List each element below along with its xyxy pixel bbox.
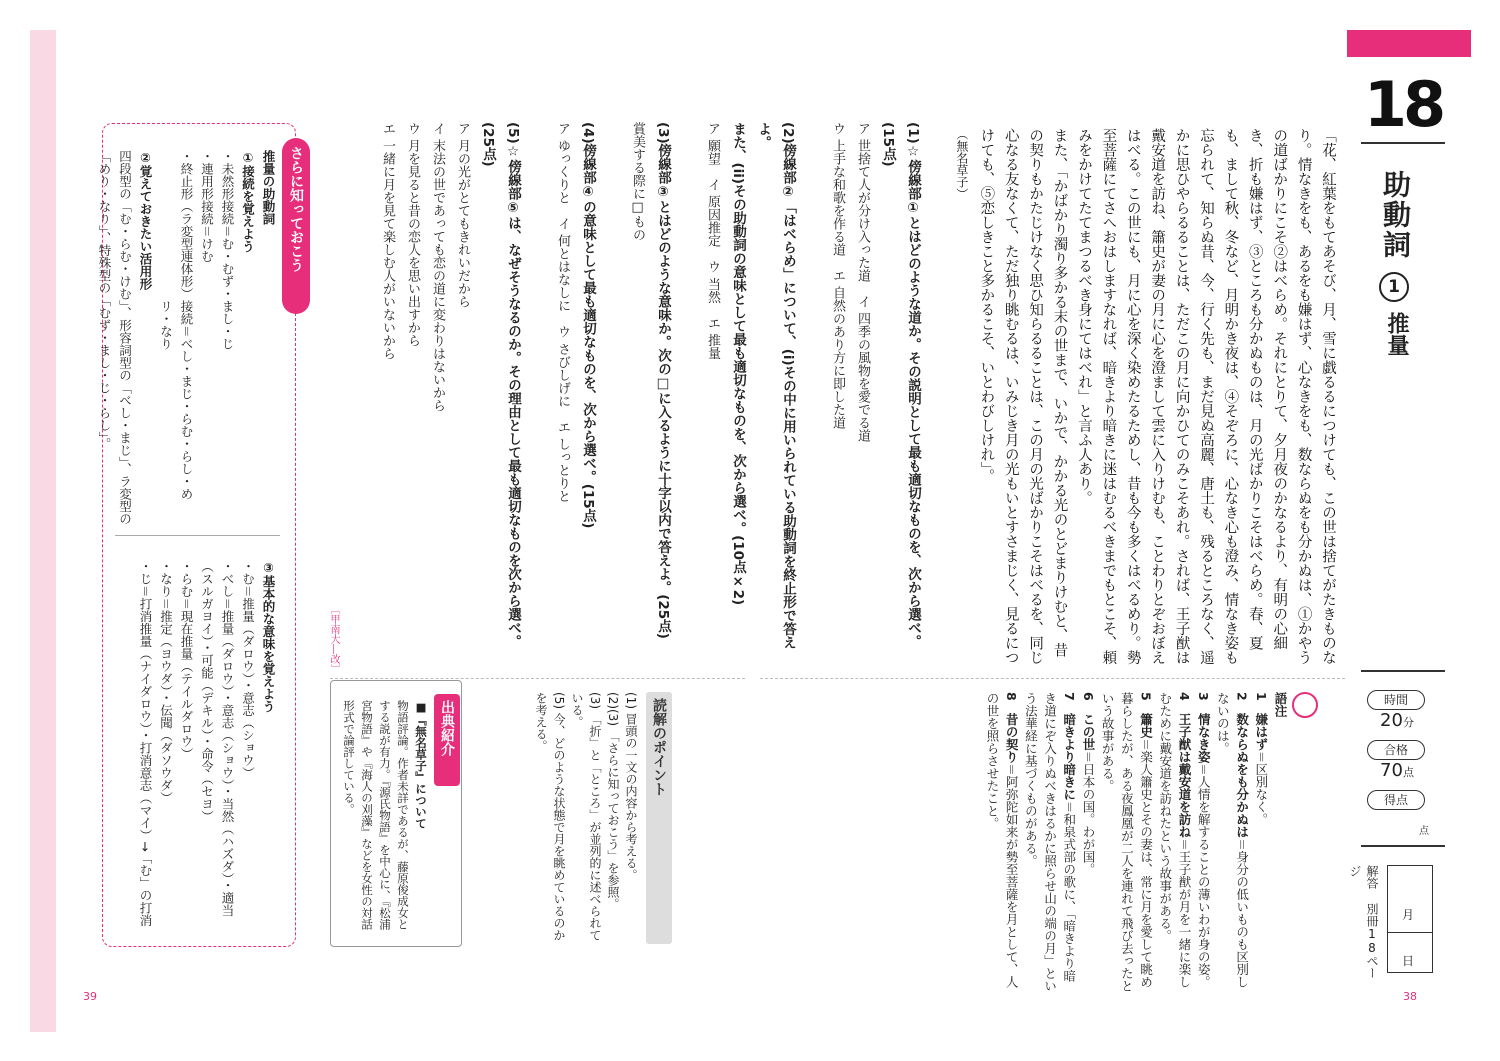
glossary-item xyxy=(983,692,1021,992)
source-intro-body: 物語評論。作者未詳であるが、藤原俊成女とする説が有力。『源氏物語』を中心に、『松浦宮物語』や『海人の刈藻』などを女性の対話形式で論評している。 xyxy=(342,700,410,930)
source-note: 〔甲南大―改〕 xyxy=(328,604,339,674)
passage-paragraph-1: 「花、紅葉をもてあそび、月、雪に戯るるにつけても、この世は捨てがたきものなり。情なきをも、あるをも嫌はず、心なきをも、数ならぬをも分かぬは、①かやうの道ばかりにこそ②はべらめ。それにとりて、夕月夜のかなるより、有明の心細き、折も嫌はず、③ところも分かぬものは、月の光ばかりこそはべらめ。春、夏も、まして秋、冬など、月明かき夜は、④そぞろに、心なき心も澄み、情なき姿も忘られて、知らぬ昔、今、行く先も、まだ見ぬ高麗、唐土も、残るところなく、遥かに思ひやらるることは、ただこの月に向かひてのみこそあれ。されば、王子猷は戴安道を訪ね、簫史が妻の月に心を澄まして雲に入りけむも、ことわりとぞおぼえはべる。この世にも、月に心を深く染めたるためし、昔も今も多くはべるめり。勢至菩薩にてさへおはしますなれば、暗きより暗きに迷はむるべきまでもとこそ、頼みをかけてたてまつるべき身にてはべれ」と言ふ人あり。 xyxy=(1075,128,1336,665)
score-unit: 点 xyxy=(1419,826,1429,837)
further-s3-title: ③基本的な意味を覚えよう xyxy=(261,560,276,713)
glossary-term: 昔の契り xyxy=(1004,713,1020,764)
page-number-left: 39 xyxy=(83,990,97,1003)
question-3 xyxy=(650,122,675,667)
question-text: 傍線部④の意味として最も適切なものを、次から選べ。 xyxy=(580,143,596,484)
glossary-def: ＝楽人簫史とその妻は、常に月を愛して眺め暮らしたが、ある夜鳳凰が二人を連れて飛び去ったという故事がある。 xyxy=(1100,692,1154,992)
further-knowledge-lower xyxy=(110,560,278,935)
choice[interactable]: ウ 上手な和歌を作る道 xyxy=(830,122,845,257)
question-number: (3) xyxy=(655,122,671,144)
glossary-item xyxy=(1156,692,1194,992)
question-2 xyxy=(750,122,800,667)
glossary-no: 5 xyxy=(1138,692,1154,701)
question-4 xyxy=(575,122,600,667)
glossary-def: ＝身分の低いものも区別しないのは。 xyxy=(1215,692,1250,989)
passage xyxy=(954,128,1340,668)
pass-value xyxy=(1367,760,1427,781)
further-heading: 推量の助動詞 xyxy=(261,150,276,225)
glossary xyxy=(960,692,1290,992)
further-s3-item: ・らむ＝現在推量（テイルダロウ） xyxy=(179,560,194,761)
choice[interactable]: エ しっとりと xyxy=(555,420,570,503)
question-2-ii xyxy=(725,122,750,667)
page-number-right: 38 xyxy=(1403,990,1417,1003)
time-value xyxy=(1367,710,1427,731)
glossary-title xyxy=(1271,692,1290,992)
glossary-def: ＝人情を解することの薄いわが身の姿。 xyxy=(1196,763,1212,989)
divider xyxy=(1361,670,1445,672)
question-points: (15点) xyxy=(580,483,596,529)
time-number: 20 xyxy=(1380,710,1403,731)
pencil-icon xyxy=(1292,692,1318,718)
choice[interactable]: イ 何とはなしに xyxy=(555,217,570,313)
section-divider xyxy=(330,678,745,679)
passage-paragraph-2: また、「かばかり濁り多かる末の世まで、いかで、かかる光のとどまりけむと、昔の契りもかたじけなく思ひ知らるることは、この月の光ばかりこそはべるを、同じ心なる友なくて、ただ独り眺むるは、いみじき月の光もいとすさまじく、見るにつけても、⑤恋しきこと多かるこそ、いとわびしけれ」。 xyxy=(978,128,1068,665)
question-text: 傍線部③とはどのような意味か。次の□に入るように十字以内で答えよ。 xyxy=(655,143,671,595)
date-divider xyxy=(1388,932,1432,933)
question-2-choices xyxy=(700,122,725,667)
choice[interactable]: エ 推量 xyxy=(705,316,720,360)
further-knowledge-upper xyxy=(97,150,278,530)
time-unit: 分 xyxy=(1402,716,1414,729)
glossary-term: 暗きより暗きに xyxy=(1061,713,1077,801)
question-number: (2) xyxy=(780,122,796,144)
further-s2-title: ②覚えておきたい活用形 xyxy=(138,150,153,290)
choice[interactable]: ア 世捨て人が分け入った道 xyxy=(855,122,870,283)
reading-points xyxy=(534,692,640,952)
glossary-item xyxy=(1098,692,1156,992)
chapter-topic: 推量 xyxy=(1384,312,1409,356)
glossary-no: 7 xyxy=(1061,692,1077,701)
chapter-number: 18 xyxy=(1363,68,1443,141)
reading-point: (2)(3) 「さらに知っておこう」を参照。 xyxy=(606,692,620,910)
divider xyxy=(1361,142,1445,144)
reading-points-title: 読解のポイント xyxy=(646,692,672,944)
glossary-def: ＝日本の国。わが国。 xyxy=(1080,750,1096,876)
date-box xyxy=(1387,865,1433,973)
question-points: (10点×2) xyxy=(730,535,746,606)
choice[interactable]: ア 願望 xyxy=(705,122,720,166)
glossary-item xyxy=(1194,692,1213,992)
question-4-choices xyxy=(550,122,575,667)
choice[interactable]: ア 月の光がとてもきれいだから xyxy=(455,122,470,309)
part-number: 1 xyxy=(1379,272,1409,302)
question-1-choices-b xyxy=(825,122,850,667)
glossary-heading: 語注 xyxy=(1273,692,1288,717)
question-number: (1)☆ xyxy=(905,122,921,160)
glossary-def: ＝和泉式部の歌に、「暗きより暗き道にぞ入りぬべきはるかに照らせ山の端の月」という法華経に基づくものがある。 xyxy=(1023,692,1077,992)
pass-number: 70 xyxy=(1380,760,1403,781)
further-knowledge-title: さらに知っておこう xyxy=(282,138,310,314)
choice[interactable]: イ 原因推定 xyxy=(705,178,720,248)
reading-point: (3) 「折」と「ところ」が並列的に述べられている。 xyxy=(570,692,602,941)
source-intro xyxy=(336,700,430,940)
glossary-term: この世 xyxy=(1080,713,1096,751)
glossary-term: 嫌はず xyxy=(1253,713,1269,751)
glossary-item xyxy=(1252,692,1271,992)
further-s1-item: ・未然形接続＝む・むず・まし・じ xyxy=(220,150,235,351)
time-label: 時間 xyxy=(1367,690,1425,710)
question-text: また、(ii)その助動詞の意味として最も適切なものを、次から選べ。 xyxy=(730,122,746,536)
glossary-no: 2 xyxy=(1234,692,1250,701)
glossary-term: 簫史 xyxy=(1138,713,1154,739)
glossary-no: 8 xyxy=(1004,692,1020,701)
section-divider xyxy=(760,678,1345,679)
question-number: (4) xyxy=(580,122,596,144)
day-label: 日 xyxy=(1402,954,1415,968)
reading-point: (5) 今、どのような状態で月を眺めているのかを考える。 xyxy=(534,692,566,941)
glossary-def: ＝区別なく。 xyxy=(1253,750,1269,826)
further-s1-item: ・終止形（ラ変型連体形）接続＝べし・まじ・らむ・らし・め xyxy=(179,150,194,501)
further-s3-item: ・べし＝推量（ダロウ）・意志（ショウ）・当然（ハズダ）・適当（スルガヨイ）・可能（デキル）・命令（セヨ） xyxy=(199,560,235,917)
choice[interactable]: ア ゆっくりと xyxy=(555,122,570,205)
question-text: 傍線部②「はべらめ」について、(i)その中に用いられている助動詞を終止形で答えよ。 xyxy=(755,122,796,650)
chapter-accent-bar xyxy=(1347,30,1471,57)
question-1 xyxy=(875,122,925,667)
source-intro-heading: ■『無名草子』について xyxy=(414,700,428,829)
further-s2-body: 四段型の「む・らむ・けむ」、形容詞型の「べし・まじ」、ラ変型の「めり・なり」、特殊型の「むず・まし・じ・らし」。 xyxy=(97,150,133,525)
question-3-prompt: 賞美する際に□もの xyxy=(630,122,645,241)
further-divider xyxy=(115,535,280,536)
question-points: (25点) xyxy=(655,594,671,639)
source-intro-title: 出典紹介 xyxy=(434,694,460,786)
glossary-no: 1 xyxy=(1253,692,1269,701)
choice[interactable]: イ 末法の世であっても恋の道に変わりはないから xyxy=(430,122,445,413)
further-s1-title: ①接続を覚えよう xyxy=(240,150,256,253)
question-points: (25点) xyxy=(480,122,496,167)
month-label: 月 xyxy=(1402,908,1415,922)
question-5 xyxy=(475,122,525,667)
further-s3-item: ・む＝推量（ダロウ）・意志（ショウ） xyxy=(240,560,256,779)
glossary-item xyxy=(1213,692,1251,992)
glossary-def: ＝王子猷が月を一緒に楽しむために戴安道を訪ねたという故事がある。 xyxy=(1157,692,1192,989)
pass-label: 合格 xyxy=(1367,740,1425,760)
glossary-item xyxy=(1021,692,1079,992)
glossary-no: 3 xyxy=(1196,692,1212,701)
passage-source: （無名草子） xyxy=(954,128,969,200)
choice[interactable]: エ 自然のあり方に即した道 xyxy=(830,269,845,430)
divider xyxy=(1361,845,1445,847)
chapter-title: 助動詞 xyxy=(1379,170,1412,260)
further-s1-item: リ・なり xyxy=(158,300,174,350)
choice[interactable]: ウ 月を見ると昔の恋人を思い出すから xyxy=(405,122,420,348)
choice[interactable]: ウ 当然 xyxy=(705,260,720,304)
glossary-item xyxy=(1079,692,1098,992)
pass-unit: 点 xyxy=(1402,766,1414,779)
choice[interactable]: エ 一緒に月を見て楽しむ人がいないから xyxy=(380,122,395,361)
further-s3-item: ・なり＝推定（ヨウダ）・伝聞（ダソウダ） xyxy=(158,560,174,804)
glossary-no: 6 xyxy=(1080,692,1096,701)
score-label: 得点 xyxy=(1367,790,1425,810)
glossary-def: ＝阿弥陀如来が勢至菩薩を月として、人の世を照らさせたこと。 xyxy=(984,692,1020,989)
glossary-no: 4 xyxy=(1176,692,1192,701)
further-s1-item: ・連用形接続＝けむ xyxy=(199,150,215,263)
further-s3-item: ・じ＝打消推量（ナイダロウ）・打消意志（マイ）→「む」の打消 xyxy=(138,560,153,927)
question-text: 傍線部⑤は、なぜそうなるのか。その理由として最も適切なものを次から選べ。 xyxy=(505,159,521,649)
question-text: 傍線部①とはどのような道か。その説明として最も適切なものを、次から選べ。 xyxy=(905,159,921,649)
reading-point: (1) 冒頭の一文の内容から考える。 xyxy=(624,692,638,881)
question-points: (15点) xyxy=(880,122,896,167)
glossary-term: 数ならぬをも分かぬは xyxy=(1234,713,1250,839)
question-1-choices-a xyxy=(850,122,875,667)
question-number: (5)☆ xyxy=(505,122,521,160)
answer-reference: 解答 別冊18ページ xyxy=(1348,865,1379,979)
glossary-term: 王子猷は戴安道を訪ね xyxy=(1176,713,1192,839)
choice[interactable]: ウ さびしげに xyxy=(555,325,570,408)
chapter-sidebar xyxy=(1348,60,1449,990)
choice[interactable]: イ 四季の風物を愛でる道 xyxy=(855,295,870,443)
questions xyxy=(345,122,925,667)
glossary-term: 情なき姿 xyxy=(1196,713,1212,764)
